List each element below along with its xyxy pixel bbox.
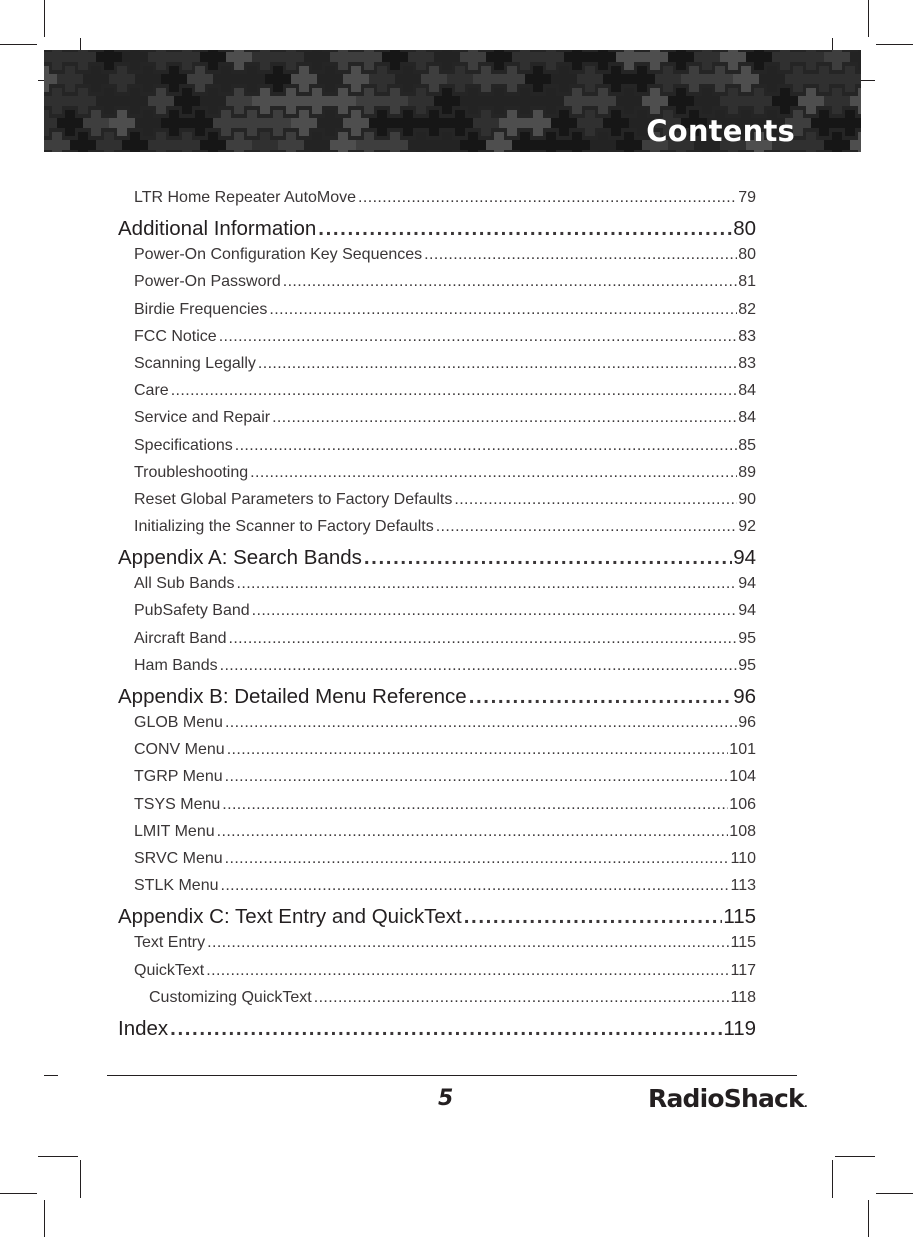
toc-entry-title: TSYS Menu — [134, 795, 221, 813]
toc-entry[interactable] — [118, 602, 756, 629]
toc-entry-page: 106 — [729, 795, 756, 813]
dot-leader — [252, 602, 738, 620]
dot-leader — [364, 546, 732, 570]
crop-mark — [44, 1075, 58, 1076]
dot-leader — [272, 409, 737, 427]
footer-rule — [107, 1075, 797, 1076]
toc-entry-title: TGRP Menu — [134, 768, 223, 786]
toc-entry-page: 89 — [738, 463, 756, 481]
dot-leader — [220, 657, 738, 675]
dot-leader — [225, 714, 737, 732]
toc-entry-page: 90 — [738, 490, 756, 508]
toc-entry-page: 115 — [730, 934, 756, 952]
toc-entry-title: Text Entry — [134, 934, 206, 952]
page-number: 5 — [438, 1086, 454, 1111]
dot-leader — [314, 989, 730, 1007]
toc-section-entry[interactable] — [118, 684, 756, 714]
toc-entry[interactable] — [118, 877, 756, 904]
dot-leader — [206, 962, 729, 980]
toc-entry-page: 108 — [729, 822, 756, 840]
dot-leader — [464, 905, 723, 929]
toc-entry-title: SRVC Menu — [134, 849, 223, 867]
crop-mark — [38, 1156, 78, 1157]
toc-entry-title: PubSafety Band — [134, 602, 250, 620]
dot-leader — [227, 741, 729, 759]
dot-leader — [318, 217, 732, 241]
header-banner — [44, 50, 861, 152]
toc-entry-page: 83 — [738, 354, 756, 372]
toc-entry-title: Care — [134, 382, 169, 400]
dot-leader — [436, 518, 738, 536]
toc-entry[interactable] — [118, 464, 756, 491]
toc-entry[interactable] — [118, 989, 756, 1016]
dot-leader — [217, 823, 729, 841]
toc-entry[interactable] — [118, 328, 756, 355]
dot-leader — [424, 246, 737, 264]
toc-entry-title: Birdie Frequencies — [134, 300, 268, 318]
toc-entry[interactable] — [118, 518, 756, 545]
crop-mark — [868, 0, 869, 37]
toc-entry-title: Index — [118, 1016, 169, 1040]
toc-entry-title: STLK Menu — [134, 877, 219, 895]
brand-name: RadioShack — [648, 1084, 804, 1113]
toc-entry-title: Appendix C: Text Entry and QuickText — [118, 905, 462, 929]
toc-entry-title: Additional Information — [118, 217, 317, 241]
dot-leader — [358, 189, 737, 207]
toc-entry[interactable] — [118, 491, 756, 518]
toc-entry-title: Troubleshooting — [134, 463, 249, 481]
toc-entry-page: 113 — [730, 877, 756, 895]
toc-entry-page: 110 — [730, 849, 756, 867]
toc-entry-title: GLOB Menu — [134, 714, 223, 731]
toc-entry-page: 94 — [738, 602, 756, 620]
toc-section-entry[interactable] — [118, 1016, 756, 1046]
toc-entry-title: CONV Menu — [134, 741, 225, 759]
toc-entry-page: 115 — [723, 905, 756, 929]
toc-entry-title: Specifications — [134, 436, 233, 454]
dot-leader — [170, 1017, 722, 1041]
crop-mark — [835, 1156, 875, 1157]
toc-entry[interactable] — [118, 409, 756, 436]
toc-entry-page: 96 — [738, 714, 756, 731]
brand-logo — [648, 1084, 808, 1113]
toc-entry-page: 82 — [738, 300, 756, 318]
toc-entry-title: All Sub Bands — [134, 575, 235, 593]
toc-entry-title: Appendix A: Search Bands — [118, 546, 362, 570]
toc-entry[interactable] — [118, 796, 756, 823]
toc-entry[interactable] — [118, 382, 756, 409]
toc-entry-page: 80 — [733, 217, 756, 241]
toc-section-entry[interactable] — [118, 216, 756, 246]
toc-entry-page: 95 — [738, 656, 756, 674]
toc-entry[interactable] — [118, 575, 756, 602]
toc-entry-title: Aircraft Band — [134, 629, 227, 647]
crop-mark — [876, 1193, 913, 1194]
toc-entry-page: 95 — [738, 629, 756, 647]
toc-entry-page: 94 — [733, 546, 756, 570]
page-title: Contents — [646, 114, 795, 148]
crop-mark — [0, 44, 37, 45]
toc-entry-title: Power-On Password — [134, 273, 281, 291]
toc-entry-page: 83 — [738, 327, 756, 345]
dot-leader — [454, 491, 737, 509]
crop-mark — [868, 1200, 869, 1237]
toc-entry-title: Reset Global Parameters to Factory Defaults — [134, 490, 453, 508]
crop-mark — [876, 44, 913, 45]
toc-entry[interactable] — [118, 850, 756, 877]
dot-leader — [207, 934, 729, 952]
toc-entry[interactable] — [118, 741, 756, 768]
toc-entry[interactable] — [118, 630, 756, 657]
toc-entry[interactable] — [118, 355, 756, 382]
toc-entry-page: 101 — [729, 741, 756, 759]
toc-entry[interactable] — [118, 189, 756, 216]
dot-leader — [269, 301, 737, 319]
toc-entry-title: LMIT Menu — [134, 822, 215, 840]
dot-leader — [469, 685, 732, 709]
dot-leader — [237, 575, 738, 593]
toc-entry-page: 104 — [729, 768, 756, 786]
toc-entry[interactable] — [118, 962, 756, 989]
toc-section-entry[interactable] — [118, 904, 756, 934]
toc-entry[interactable] — [118, 714, 756, 741]
toc-entry-page: 118 — [730, 988, 756, 1006]
toc-entry-title: Initializing the Scanner to Factory Defaults — [134, 518, 434, 536]
table-of-contents — [118, 189, 756, 1046]
toc-entry-title: FCC Notice — [134, 327, 217, 345]
dot-leader — [283, 273, 737, 291]
crop-mark — [832, 1160, 833, 1198]
toc-entry-page: 81 — [738, 273, 756, 291]
toc-entry[interactable] — [118, 273, 756, 300]
crop-mark — [0, 1193, 37, 1194]
toc-entry-page: 119 — [723, 1016, 756, 1040]
toc-entry[interactable] — [118, 934, 756, 961]
dot-leader — [228, 630, 737, 648]
dot-leader — [171, 382, 738, 400]
toc-entry-page: 94 — [738, 575, 756, 593]
toc-entry-page: 84 — [738, 382, 756, 400]
toc-entry-title: Power-On Configuration Key Sequences — [134, 246, 423, 264]
dot-leader — [250, 464, 737, 482]
toc-entry-page: 92 — [738, 518, 756, 536]
toc-entry[interactable] — [118, 768, 756, 795]
toc-entry-page: 79 — [738, 189, 756, 206]
toc-entry-title: Service and Repair — [134, 409, 271, 427]
toc-entry[interactable] — [118, 823, 756, 850]
toc-entry-title: Customizing QuickText — [149, 988, 312, 1006]
dot-leader — [225, 850, 730, 868]
toc-entry-page: 117 — [730, 961, 756, 979]
toc-entry-title: QuickText — [134, 961, 205, 979]
toc-entry[interactable] — [118, 437, 756, 464]
brand-mark: . — [803, 1099, 808, 1110]
toc-entry-page: 85 — [738, 436, 756, 454]
dot-leader — [222, 796, 728, 814]
toc-entry[interactable] — [118, 301, 756, 328]
dot-leader — [258, 355, 737, 373]
toc-section-entry[interactable] — [118, 545, 756, 575]
toc-entry[interactable] — [118, 246, 756, 273]
toc-entry[interactable] — [118, 657, 756, 684]
toc-entry-title: LTR Home Repeater AutoMove — [134, 189, 357, 206]
toc-entry-page: 96 — [733, 685, 756, 708]
crop-mark — [44, 1200, 45, 1237]
toc-entry-title: Ham Bands — [134, 656, 218, 674]
crop-mark — [80, 1160, 81, 1198]
dot-leader — [220, 877, 729, 895]
dot-leader — [225, 768, 729, 786]
crop-mark — [44, 0, 45, 37]
toc-entry-page: 80 — [738, 246, 756, 264]
toc-entry-page: 84 — [738, 409, 756, 427]
toc-entry-title: Scanning Legally — [134, 354, 256, 372]
toc-entry-title: Appendix B: Detailed Menu Reference — [118, 685, 467, 708]
dot-leader — [219, 328, 738, 346]
dot-leader — [235, 437, 737, 455]
